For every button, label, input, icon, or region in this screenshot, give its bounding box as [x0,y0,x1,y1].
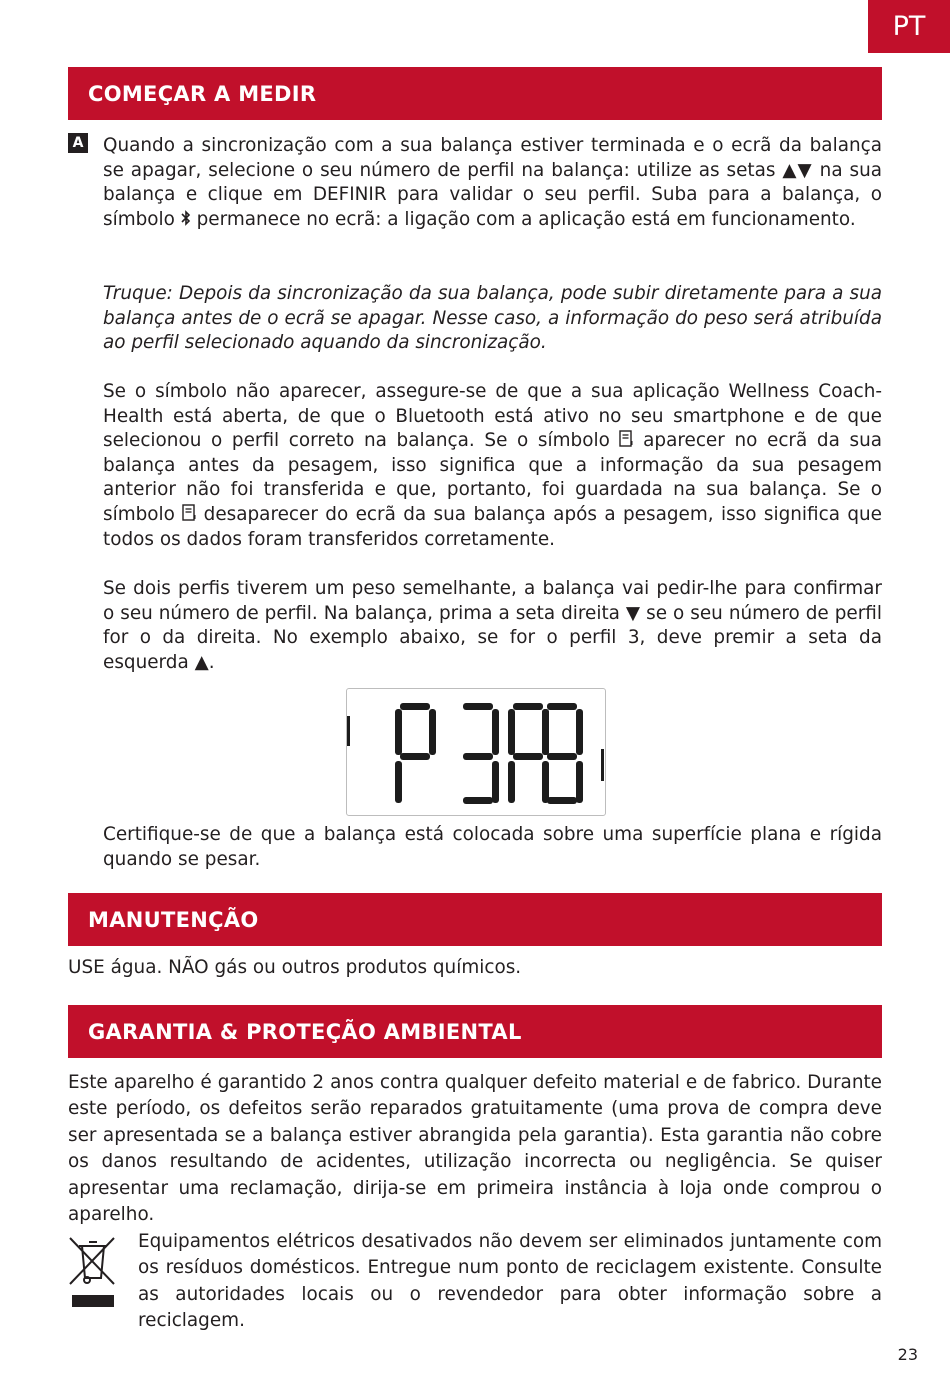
maintenance-text: USE água. NÃO gás ou outros produtos químicos. [68,957,522,978]
up-arrow-symbol: ▲ [194,651,209,673]
text-run: na sua balança e clique em DEFINIR para validar o seu perfil. Suba para a balança, o símbolo [103,159,882,230]
down-arrow-symbol: ▼ [625,602,641,624]
warranty-text: Este aparelho é garantido 2 anos contra qualquer defeito material e de fabrico. Durante este período, os defeitos serão reparados gratuitamente (uma prova de compra deve ser apresentada se a balança estiver abrangida pela garantia). Esta garantia não cobre os danos resultando de acidentes, utilização incorrecta ou negligência. Se quiser apresentar uma reclamação, dirija-se em primeira instância à loja onde comprou o aparelho. [68,1072,882,1226]
memory-icon [182,504,196,522]
text-run: se o seu número de perfil for o da direita. No exemplo abaixo, se for o perfil 3, deve premir a seta da esquerda [103,602,882,673]
arrow-keys-symbol: ▲▼ [782,159,813,181]
section-title: MANUTENÇÃO [88,907,259,932]
crossed-out-wheelie-bin-icon [68,1234,118,1310]
recycling-text: Equipamentos elétricos desativados não devem ser eliminados juntamente com os resíduos domésticos. Entregue num ponto de reciclagem existente. Consulte as autoridades locais ou o revendedor para obter informação sobre a reciclagem. [138,1231,882,1332]
section-header-maintenance [68,893,882,946]
step-badge: A [68,133,88,153]
section-title: COMEÇAR A MEDIR [88,81,317,106]
text-run: desaparecer do ecrã da sua balança após a pesagem, isso significa que todos os dados foram transferidos corretamente. [103,503,882,550]
text-run: Se dois perfis tiverem um peso semelhante, a balança vai pedir-lhe para confirmar o seu número de perfil. Na balança, prima a seta direita [103,578,882,624]
text-run: aparecer no ecrã da sua balança antes da pesagem, isso significa que a informação da sua pesagem anterior não foi transferida e que, portanto, foi guardada na sua balança. Se o símbolo [103,430,883,525]
section-header-warranty [68,1005,882,1058]
bluetooth-icon [181,209,191,227]
paragraph-similar-profiles [103,577,882,675]
section-title: GARANTIA & PROTEÇÃO AMBIENTAL [88,1019,522,1044]
page-number: 23 [897,1345,918,1364]
memory-icon [619,430,633,448]
paragraph-symbol-troubleshooting [103,380,882,552]
lcd-digits-graphic [347,689,605,815]
paragraph-flat-surface: Certifique-se de que a balança está colocada sobre uma superfície plana e rígida quando se pesar. [103,824,882,870]
language-tab: PT [868,0,950,53]
paragraph-profile-selection [103,134,882,232]
text-run: Se o símbolo não aparecer, assegure-se de que a sua aplicação Wellness Coach-Health está aberta, de que o Bluetooth está ativo no seu smartphone e de que selecionou o perfil correto na balança. Se o símbolo [103,381,882,452]
text-run: Quando a sincronização com a sua balança estiver terminada e o ecrã da balança se apagar, selecione o seu número de perfil na balança: utilize as setas [103,135,882,181]
scale-display [346,688,606,816]
text-run: . [208,651,215,673]
section-header-start-measuring [68,67,882,120]
tip-paragraph: Truque: Depois da sincronização da sua balança, pode subir diretamente para a sua balança antes de o ecrã se apagar. Nesse caso, a informação do peso será atribuída ao perfil selecionado aquando da sincronização. [103,283,882,354]
text-run: permanece no ecrã: a ligação com a aplicação está em funcionamento. [190,208,856,230]
